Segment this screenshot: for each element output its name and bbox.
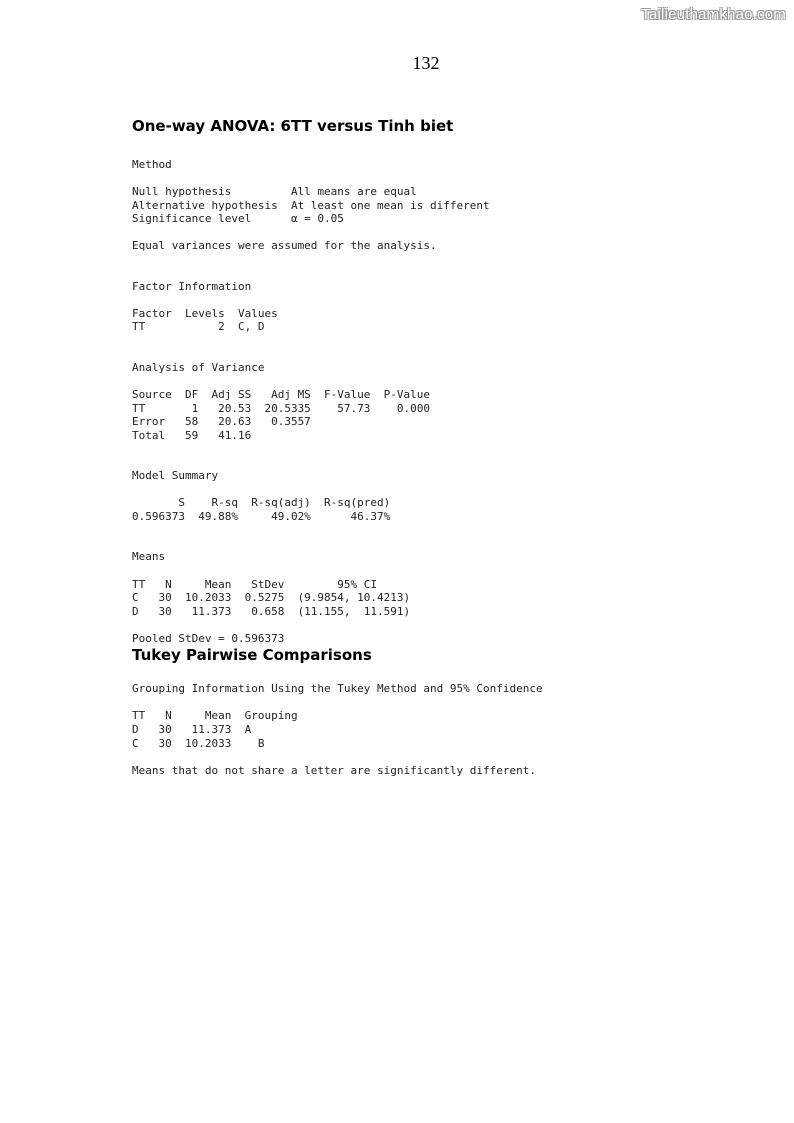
method-row: Null hypothesis All means are equal [132, 185, 417, 199]
method-heading: Method [132, 158, 172, 171]
pooled-stdev: Pooled StDev = 0.596373 [132, 631, 285, 645]
tukey-output [132, 682, 772, 777]
grouping-table-header: TT N Mean Grouping [132, 709, 298, 723]
anova-title: One-way ANOVA: 6TT versus Tinh biet [132, 117, 454, 135]
grouping-note: Means that do not share a letter are significantly different. [132, 763, 536, 777]
method-row: Alternative hypothesis At least one mean is different [132, 198, 490, 212]
page-number: 132 [412, 53, 440, 73]
variance-table-row: Total 59 41.16 [132, 428, 252, 442]
factor-table-row: TT 2 C, D [132, 320, 265, 334]
variance-note: Equal variances were assumed for the analysis. [132, 239, 437, 253]
means-table-row: C 30 10.2033 0.5275 (9.9854, 10.4213) [132, 591, 411, 605]
grouping-table-row: D 30 11.373 A [132, 722, 252, 736]
variance-table-header: Source DF Adj SS Adj MS F-Value P-Value [132, 388, 431, 402]
model-table-row: 0.596373 49.88% 49.02% 46.37% [132, 509, 391, 523]
factor-heading: Factor Information [132, 279, 252, 293]
anova-output [132, 158, 772, 645]
watermark-text: Tailieuthamkhao.com [641, 6, 786, 23]
variance-table-row: TT 1 20.53 20.5335 57.73 0.000 [132, 401, 431, 415]
grouping-heading: Grouping Information Using the Tukey Method and 95% Confidence [132, 682, 543, 696]
means-table-header: TT N Mean StDev 95% CI [132, 577, 378, 591]
method-row: Significance level α = 0.05 [132, 212, 344, 226]
document-body [132, 116, 772, 777]
variance-table-row: Error 58 20.63 0.3557 [132, 415, 311, 429]
model-heading: Model Summary [132, 469, 219, 483]
means-heading: Means [132, 550, 166, 564]
variance-heading: Analysis of Variance [132, 361, 265, 375]
model-table-header: S R-sq R-sq(adj) R-sq(pred) [132, 496, 391, 510]
tukey-title: Tukey Pairwise Comparisons [132, 646, 372, 665]
grouping-table-row: C 30 10.2033 B [132, 736, 265, 750]
means-table-row: D 30 11.373 0.658 (11.155, 11.591) [132, 604, 411, 618]
factor-table-header: Factor Levels Values [132, 306, 278, 320]
